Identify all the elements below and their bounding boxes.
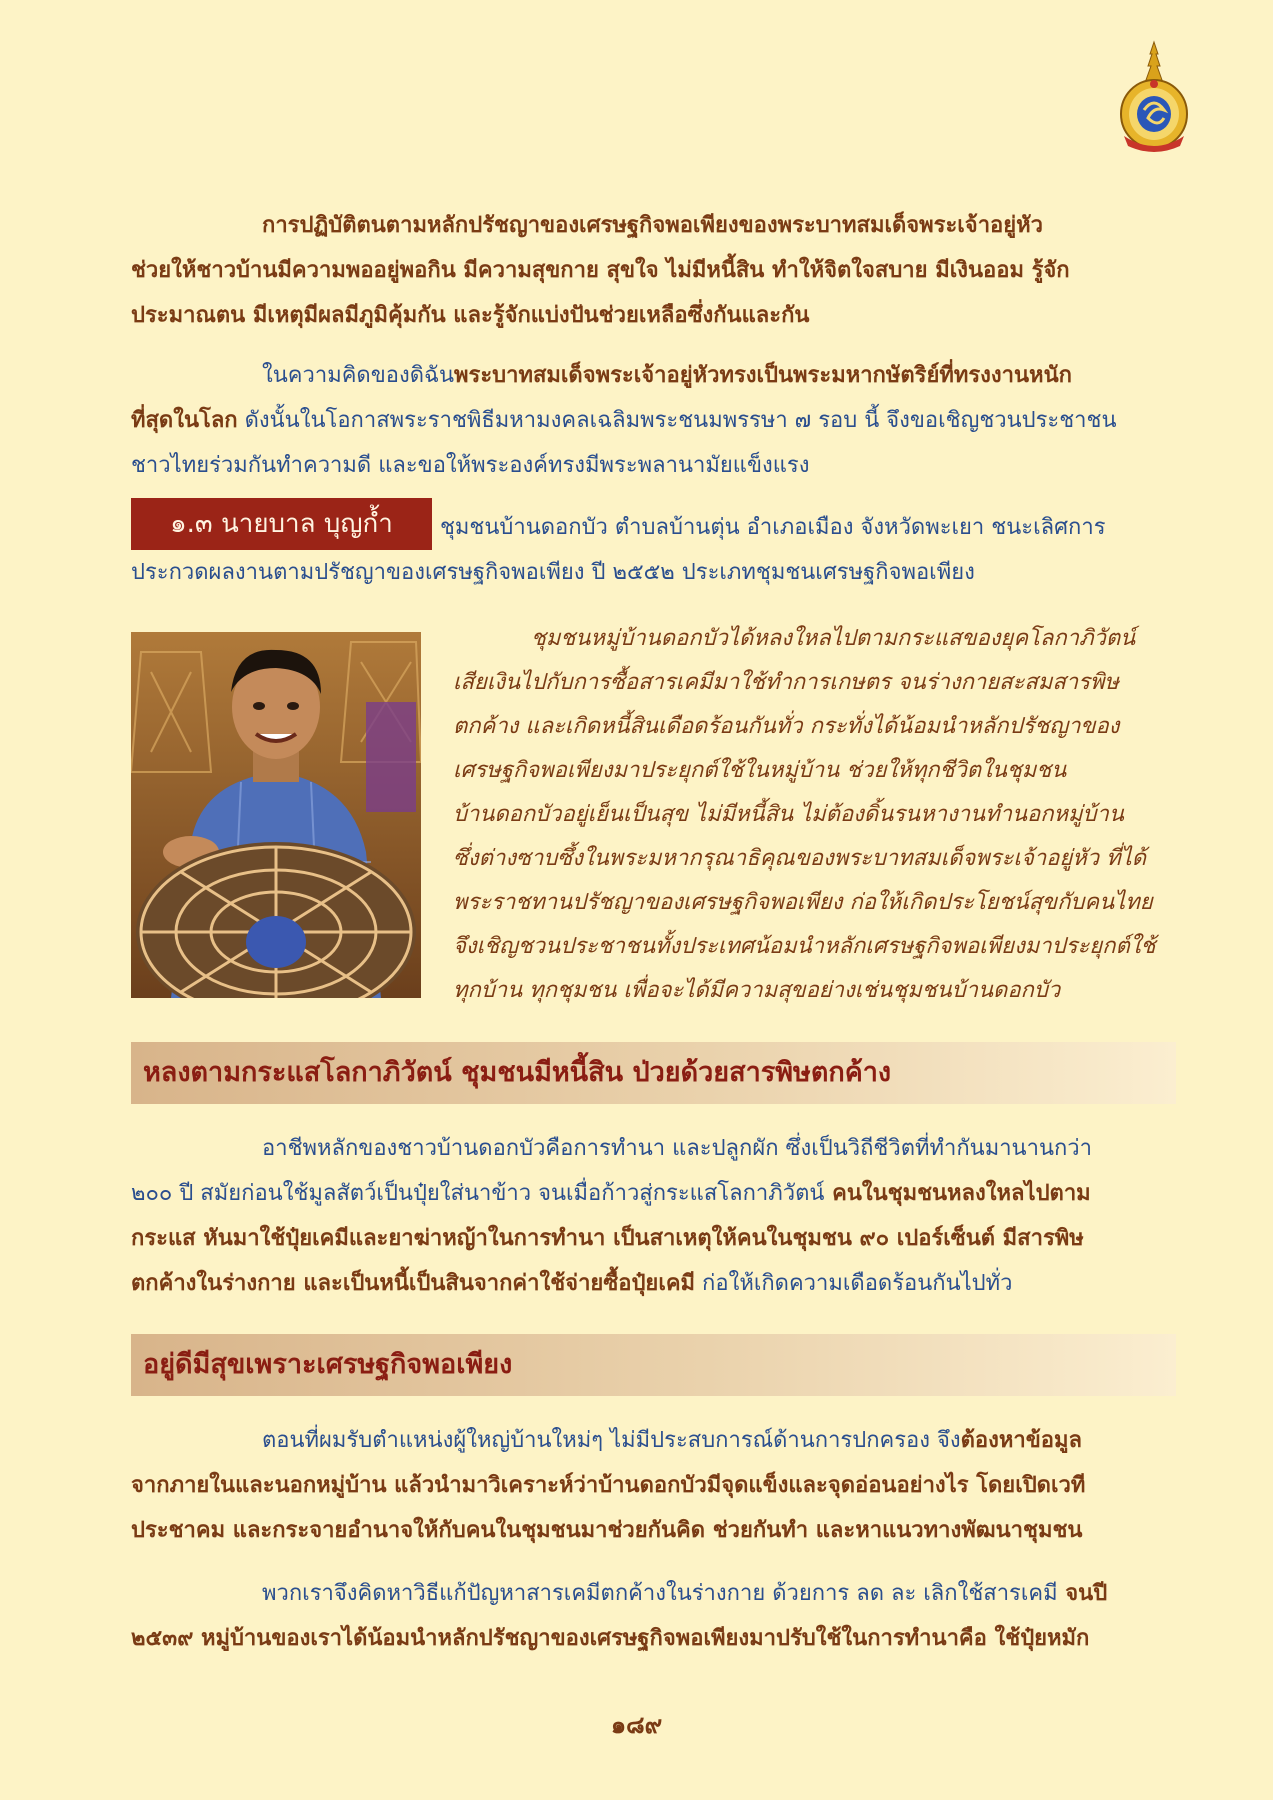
section-heading: อยู่ดีมีสุขเพราะเศรษฐกิจพอเพียง [131, 1334, 1176, 1396]
quote-paragraph: ชุมชนหมู่บ้านดอกบัวได้หลงใหลไปตามกระแสของยุคโลกาภิวัตน์ เสียเงินไปกับการซื้อสารเคมีมาใช้ทำการเกษตร จนร่างกายสะสมสารพิษ ตกค้าง และเกิดหนี้สินเดือดร้อนกันทั่ว กระทั่งได้น้อมนำหลักปรัชญาของ เศรษฐกิจพอเพียงมาประยุกต์ใช้ในหมู่บ้าน ช่วยให้ทุกชีวิตในชุมชน บ้านดอกบัวอยู่เย็นเป็นสุข ไม่มีหนี้สิน ไม่ต้องดิ้นรนหางานทำนอกหมู่บ้าน ซึ่งต่างซาบซึ้งในพระมหากรุณาธิคุณของพระบาทสมเด็จพระเจ้าอยู่หัว ที่ได้ พระราชทานปรัชญาของเศรษฐกิจพอเพียง ก่อให้เกิดประโยชน์สุขกับคนไทย จึงเชิญชวนประชาชนทั้งประเทศน้อมนำหลักเศรษฐกิจพอเพียงมาประยุกต์ใช้ ทุกบ้าน ทุกชุมชน เพื่อจะได้มีความสุขอย่างเช่นชุมชนบ้านดอกบัว [453, 626, 1156, 1003]
royal-emblem-icon [1118, 40, 1190, 152]
intro-paragraph: การปฏิบัติตนตามหลักปรัชญาของเศรษฐกิจพอเพียงของพระบาทสมเด็จพระเจ้าอยู่หัว ช่วยให้ชาวบ้านมีความพออยู่พอกิน มีความสุขกาย สุขใจ ไม่มีหนี้สิน ทำให้จิตใจสบาย มีเงินออม รู้จัก ประมาณตน มีเหตุมีผลมีภูมิคุ้มกัน และรู้จักแบ่งปันช่วยเหลือซึ่งกันและกัน [131, 213, 1070, 328]
person-description-line: ประกวดผลงานตามปรัชญาของเศรษฐกิจพอเพียง ปี ๒๕๕๒ ประเภทชุมชนเศรษฐกิจพอเพียง [131, 560, 975, 585]
person-photo [131, 632, 421, 998]
section2-paragraph: พวกเราจึงคิดหาวิธีแก้ปัญหาสารเคมีตกค้างในร่างกาย ด้วยการ ลด ละ เลิกใช้สารเคมี จนปี ๒๕๓๙ หมู่บ้านของเราได้น้อมนำหลักปรัชญาของเศรษฐกิจพอเพียงมาปรับใช้ในการทำนาคือ ใช้ปุ๋ยหมัก [131, 1581, 1108, 1651]
opinion-paragraph: ในความคิดของดิฉันพระบาทสมเด็จพระเจ้าอยู่หัวทรงเป็นพระมหากษัตริย์ที่ทรงงานหนัก ที่สุดในโลก ดังนั้นในโอกาสพระราชพิธีมหามงคลเฉลิมพระชนมพรรษา ๗ รอบ นี้ จึงขอเชิญชวนประชาชน ชาวไทยร่วมกันทำความดี และขอให้พระองค์ทรงมีพระพลานามัยแข็งแรง [131, 363, 1117, 478]
person-name-badge: ๑.๓ นายบาล บุญก้ำ [131, 498, 432, 550]
section1-paragraph: อาชีพหลักของชาวบ้านดอกบัวคือการทำนา และปลูกผัก ซึ่งเป็นวิถีชีวิตที่ทำกันมานานกว่า ๒๐๐ ปี สมัยก่อนใช้มูลสัตว์เป็นปุ๋ยใส่นาข้าว จนเมื่อก้าวสู่กระแสโลกาภิวัตน์ คนในชุมชนหลงใหลไปตาม กระแส หันมาใช้ปุ๋ยเคมีและยาฆ่าหญ้าในการทำนา เป็นสาเหตุให้คนในชุมชน ๙๐ เปอร์เซ็นต์ มีสารพิษ ตกค้างในร่างกาย และเป็นหนี้เป็นสินจากค่าใช้จ่ายซื้อปุ๋ยเคมี ก่อให้เกิดความเดือดร้อนกันไปทั่ว [131, 1136, 1093, 1296]
section2-paragraph: ตอนที่ผมรับตำแหน่งผู้ใหญ่บ้านใหม่ๆ ไม่มีประสบการณ์ด้านการปกครอง จึงต้องหาข้อมูล จากภายในและนอกหมู่บ้าน แล้วนำมาวิเคราะห์ว่าบ้านดอกบัวมีจุดแข็งและจุดอ่อนอย่างไร โดยเปิดเวที ประชาคม และกระจายอำนาจให้กับคนในชุมชนมาช่วยกันคิด ช่วยกันทำ และหาแนวทางพัฒนาชุมชน [131, 1428, 1086, 1543]
page-number: ๑๘๙ [610, 1711, 663, 1739]
person-description-line: ชุมชนบ้านดอกบัว ตำบลบ้านตุ่น อำเภอเมือง จังหวัดพะเยา ชนะเลิศการ [440, 515, 1106, 540]
section-heading: หลงตามกระแสโลกาภิวัตน์ ชุมชนมีหนี้สิน ป่วยด้วยสารพิษตกค้าง [131, 1042, 1176, 1104]
